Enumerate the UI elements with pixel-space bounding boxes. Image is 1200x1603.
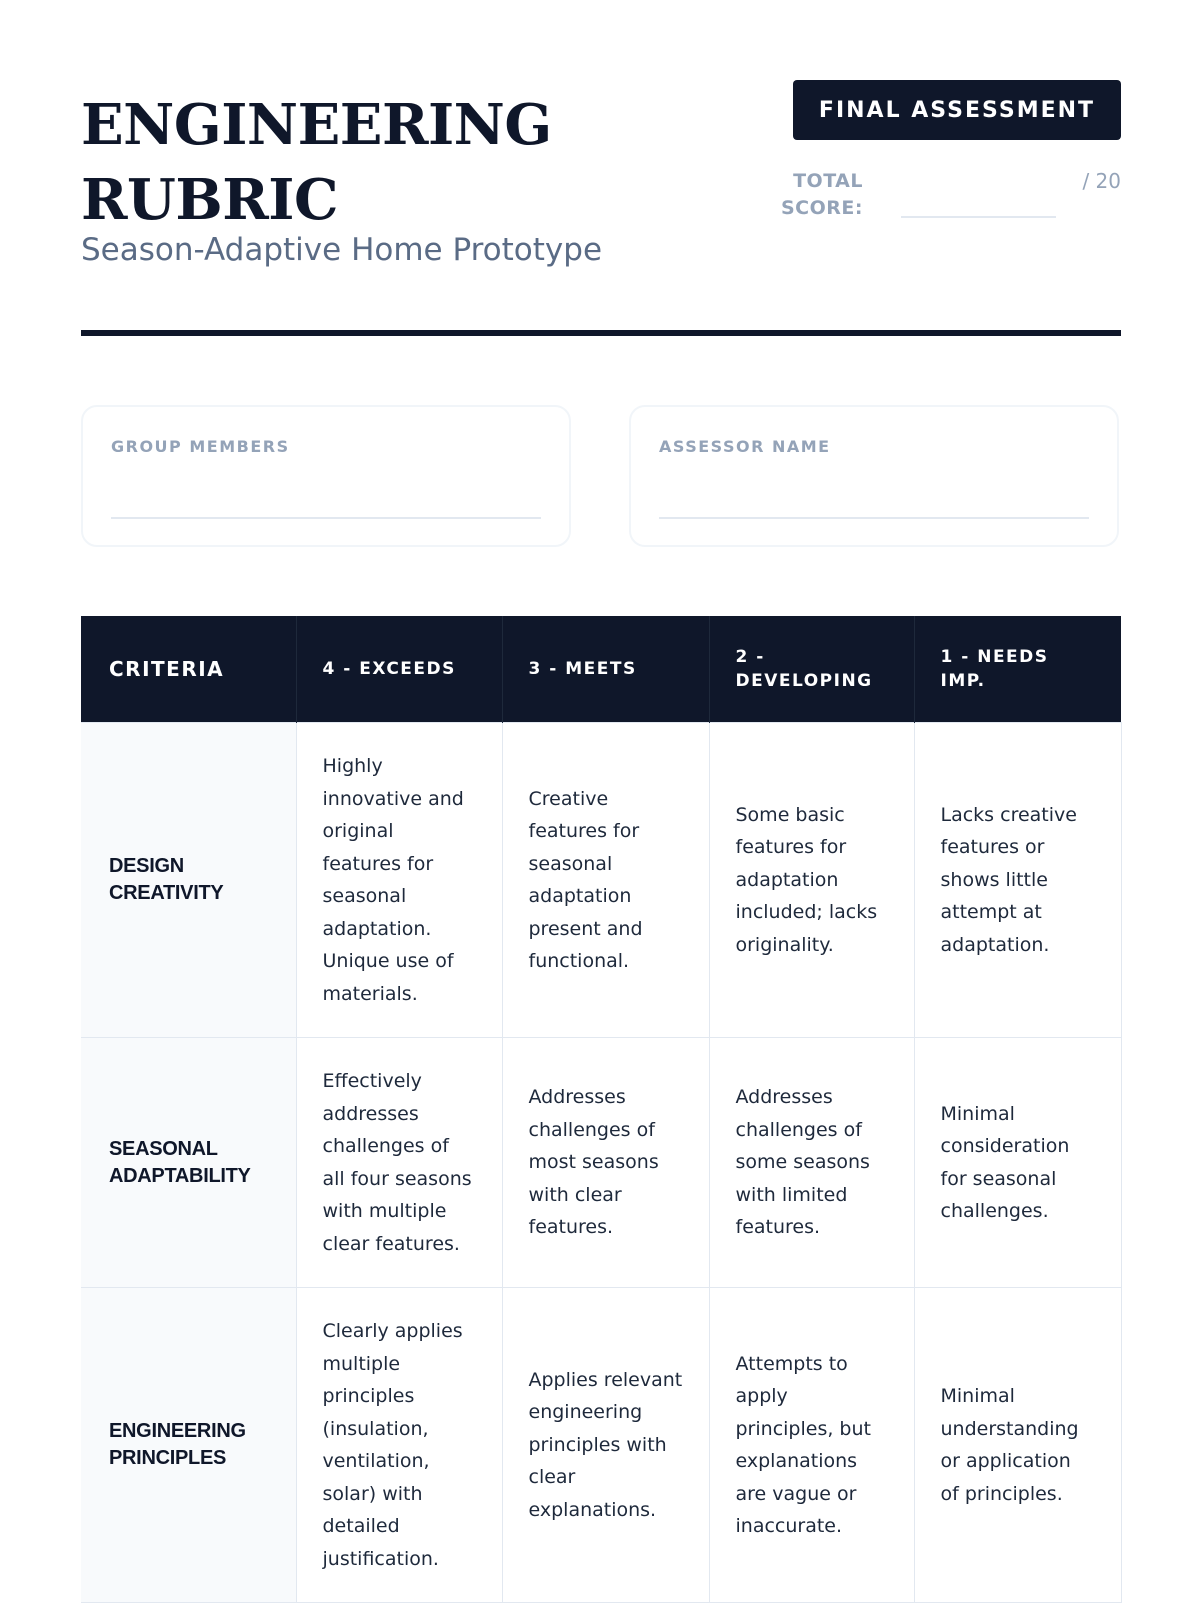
rubric-cell[interactable]: Minimal consideration for seasonal challenges. <box>914 1038 1121 1288</box>
rubric-cell[interactable]: Attempts to apply principles, but explanations are vague or inaccurate. <box>709 1288 914 1603</box>
page-subtitle: Season-Adaptive Home Prototype <box>81 232 603 268</box>
rubric-cell[interactable]: Lacks creative features or shows little attempt at adaptation. <box>914 723 1121 1038</box>
rubric-cell[interactable]: Clearly applies multiple principles (insulation, ventilation, solar) with detailed justification. <box>296 1288 502 1603</box>
rubric-cell[interactable]: Effectively addresses challenges of all four seasons with multiple clear features. <box>296 1038 502 1288</box>
page-title: ENGINEERING RUBRIC <box>81 92 552 233</box>
header-needs-improvement: 1 - NEEDS IMP. <box>914 616 1121 723</box>
header <box>81 80 1121 340</box>
assessor-name-box <box>629 405 1119 547</box>
header-meets: 3 - MEETS <box>502 616 709 723</box>
criterion-seasonal-adaptability: SEASONAL ADAPTABILITY <box>81 1038 296 1288</box>
assessor-name-field[interactable] <box>659 517 1089 519</box>
table-row <box>81 1038 1121 1288</box>
rubric-cell[interactable]: Applies relevant engineering principles with clear explanations. <box>502 1288 709 1603</box>
table-row <box>81 723 1121 1038</box>
header-divider <box>81 330 1121 336</box>
rubric-cell[interactable]: Highly innovative and original features for seasonal adaptation. Unique use of materials. <box>296 723 502 1038</box>
header-developing: 2 - DEVELOPING <box>709 616 914 723</box>
group-members-field[interactable] <box>111 517 541 519</box>
total-score-max: / 20 <box>1082 169 1121 193</box>
rubric-header-row <box>81 616 1121 723</box>
header-exceeds: 4 - EXCEEDS <box>296 616 502 723</box>
final-assessment-badge: FINAL ASSESSMENT <box>793 80 1121 140</box>
rubric-cell[interactable]: Addresses challenges of some seasons with limited features. <box>709 1038 914 1288</box>
assessor-name-label: ASSESSOR NAME <box>659 437 831 456</box>
rubric-page <box>81 0 1121 1600</box>
total-score-label: TOTAL SCORE: <box>781 170 863 219</box>
rubric-table <box>81 616 1122 1603</box>
header-criteria: CRITERIA <box>81 616 296 723</box>
table-row <box>81 1288 1121 1603</box>
rubric-cell[interactable]: Addresses challenges of most seasons with clear features. <box>502 1038 709 1288</box>
total-score-field[interactable] <box>901 216 1056 218</box>
group-members-label: GROUP MEMBERS <box>111 437 290 456</box>
rubric-cell[interactable]: Minimal understanding or application of principles. <box>914 1288 1121 1603</box>
criterion-engineering-principles: ENGINEERING PRINCIPLES <box>81 1288 296 1603</box>
group-members-box <box>81 405 571 547</box>
rubric-cell[interactable]: Some basic features for adaptation included; lacks originality. <box>709 723 914 1038</box>
criterion-design-creativity: DESIGN CREATIVITY <box>81 723 296 1038</box>
rubric-cell[interactable]: Creative features for seasonal adaptation present and functional. <box>502 723 709 1038</box>
